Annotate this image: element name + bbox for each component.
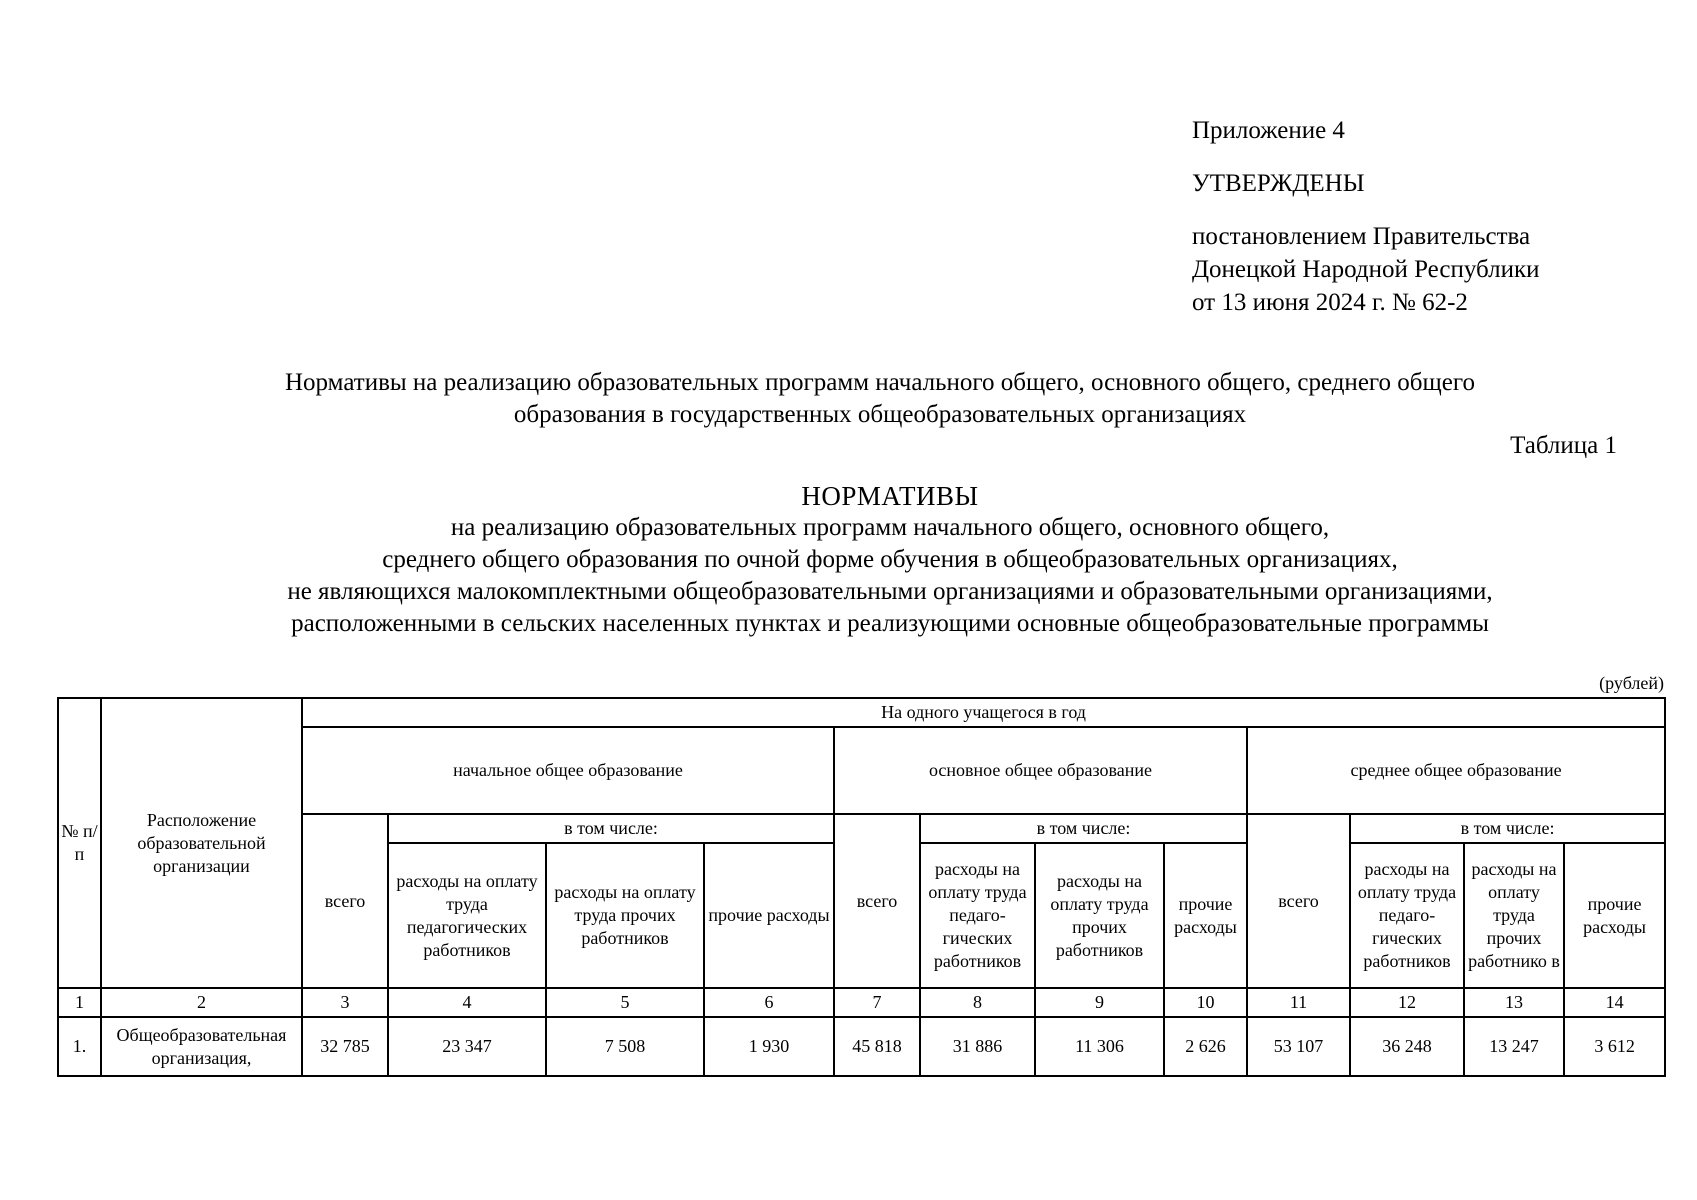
norms-heading — [100, 480, 1680, 640]
appendix-label: Приложение 4 — [1192, 117, 1345, 144]
header-secondary-other-expenses: прочие расходы — [1564, 843, 1665, 988]
header-basic-including: в том числе: — [920, 814, 1247, 843]
value-primary-ped-salary: 23 347 — [388, 1017, 546, 1076]
norms-title: НОРМАТИВЫ — [801, 481, 979, 511]
units-label: (рублей) — [1599, 673, 1664, 693]
value-primary-other-salary: 7 508 — [546, 1017, 704, 1076]
norms-line-4: расположенными в сельских населенных пунктах и реализующими основные общеобразовательные программы — [291, 610, 1489, 637]
header-secondary-other-salary: расходы на оплату труда прочих работнико в — [1464, 843, 1564, 988]
header-primary-ped-salary: расходы на оплату труда педагогических работников — [388, 843, 546, 988]
value-basic-other-expenses: 2 626 — [1164, 1017, 1247, 1076]
column-number: 5 — [546, 988, 704, 1017]
column-number: 11 — [1247, 988, 1350, 1017]
norms-line-1: на реализацию образовательных программ начального общего, основного общего, — [450, 514, 1330, 541]
header-level-secondary: среднее общее образование — [1247, 727, 1665, 814]
value-primary-other-expenses: 1 930 — [704, 1017, 834, 1076]
header-col-location: Расположение образовательной организации — [101, 698, 302, 988]
table-number: Таблица 1 — [1510, 432, 1617, 459]
column-number: 6 — [704, 988, 834, 1017]
column-number: 3 — [302, 988, 388, 1017]
column-number: 10 — [1164, 988, 1247, 1017]
header-level-primary: начальное общее образование — [302, 727, 834, 814]
value-primary-total: 32 785 — [302, 1017, 388, 1076]
column-numbers-row — [58, 988, 1665, 1017]
header-primary-other-expenses: прочие расходы — [704, 843, 834, 988]
approval-line-3: от 13 июня 2024 г. № 62-2 — [1192, 289, 1468, 316]
column-number: 9 — [1035, 988, 1164, 1017]
norms-line-3: не являющихся малокомплектными общеобразовательными организациями и образовательными организациями, — [287, 578, 1493, 605]
header-secondary-including: в том числе: — [1350, 814, 1665, 843]
column-number: 12 — [1350, 988, 1464, 1017]
header-secondary-ped-salary: расходы на оплату труда педаго-гических работников — [1350, 843, 1464, 988]
norms-line-2: среднего общего образования по очной форме обучения в общеобразовательных организациях, — [382, 546, 1398, 573]
header-basic-other-expenses: прочие расходы — [1164, 843, 1247, 988]
document-title-line-2: образования в государственных общеобразовательных организациях — [513, 401, 1247, 428]
row-number: 1. — [58, 1017, 101, 1076]
header-basic-other-salary: расходы на оплату труда прочих работников — [1035, 843, 1164, 988]
header-secondary-total: всего — [1247, 814, 1350, 988]
header-per-student: На одного учащегося в год — [302, 698, 1665, 727]
row-location: Общеобразовательная организация, — [101, 1017, 302, 1076]
column-number: 2 — [101, 988, 302, 1017]
document-title — [150, 367, 1610, 431]
value-secondary-other-salary: 13 247 — [1464, 1017, 1564, 1076]
table-row — [58, 1017, 1665, 1076]
column-number: 1 — [58, 988, 101, 1017]
column-number: 7 — [834, 988, 920, 1017]
header-basic-ped-salary: расходы на оплату труда педаго-гических работников — [920, 843, 1035, 988]
approval-line-2: Донецкой Народной Республики — [1192, 256, 1540, 283]
value-basic-ped-salary: 31 886 — [920, 1017, 1035, 1076]
header-col-number: № п/п — [58, 698, 101, 988]
header-level-basic: основное общее образование — [834, 727, 1247, 814]
header-basic-total: всего — [834, 814, 920, 988]
header-primary-total: всего — [302, 814, 388, 988]
appendix-block — [1192, 114, 1652, 319]
value-secondary-ped-salary: 36 248 — [1350, 1017, 1464, 1076]
document-title-line-1: Нормативы на реализацию образовательных программ начального общего, основного общего, среднего общего — [285, 369, 1475, 396]
column-number: 14 — [1564, 988, 1665, 1017]
norms-table — [57, 697, 1666, 1077]
column-number: 4 — [388, 988, 546, 1017]
column-number: 13 — [1464, 988, 1564, 1017]
header-primary-including: в том числе: — [388, 814, 834, 843]
approval-line-1: постановлением Правительства — [1192, 223, 1531, 250]
value-secondary-other-expenses: 3 612 — [1564, 1017, 1665, 1076]
value-basic-total: 45 818 — [834, 1017, 920, 1076]
header-primary-other-salary: расходы на оплату труда прочих работников — [546, 843, 704, 988]
value-secondary-total: 53 107 — [1247, 1017, 1350, 1076]
column-number: 8 — [920, 988, 1035, 1017]
approved-label: УТВЕРЖДЕНЫ — [1192, 170, 1365, 197]
value-basic-other-salary: 11 306 — [1035, 1017, 1164, 1076]
